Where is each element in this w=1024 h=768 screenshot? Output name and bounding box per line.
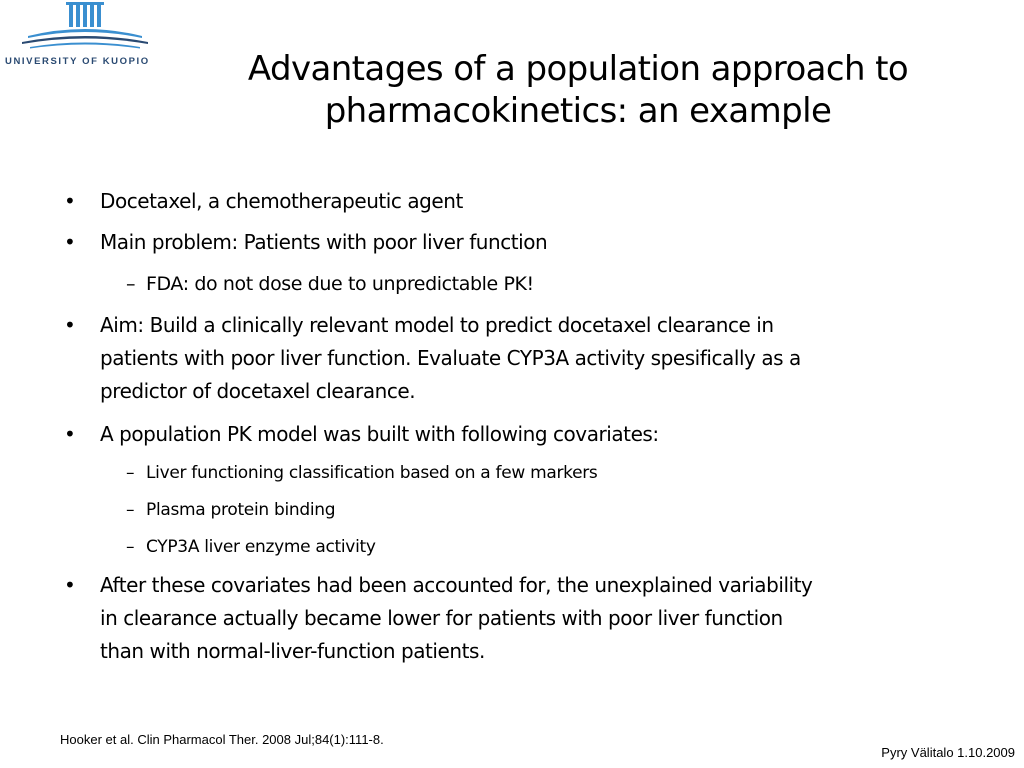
bullet-line: A population PK model was built with following covariates:	[100, 422, 659, 446]
sub-bullet-text	[146, 458, 598, 488]
bullet-line: Main problem: Patients with poor liver function	[100, 230, 548, 254]
sub-bullet-text	[146, 532, 376, 562]
title-line-2: pharmacokinetics: an example	[324, 91, 832, 131]
bullet-item	[0, 418, 1024, 451]
bullet-line: patients with poor liver function. Evaluate CYP3A activity spesifically as a	[100, 346, 801, 370]
bullet-marker: •	[64, 573, 76, 597]
author-date: Pyry Välitalo 1.10.2009	[881, 745, 1015, 760]
bullet-line: CYP3A liver enzyme activity	[146, 537, 376, 557]
sub-bullet-item	[0, 532, 1024, 562]
sub-bullet-item	[0, 495, 1024, 525]
bullet-item	[0, 226, 1024, 259]
bullet-text	[100, 418, 659, 451]
bullet-line: Docetaxel, a chemotherapeutic agent	[100, 189, 463, 213]
sub-bullet-text	[146, 495, 335, 525]
bullet-text	[100, 226, 547, 259]
bullet-line: After these covariates had been accounted for, the unexplained variability	[100, 573, 813, 597]
bullet-line: Aim: Build a clinically relevant model to predict docetaxel clearance in	[100, 313, 774, 337]
bullet-line: Plasma protein binding	[146, 500, 336, 520]
sub-bullet-item	[0, 269, 1024, 299]
bullet-line: than with normal-liver-function patients.	[100, 639, 485, 663]
bullet-marker: •	[64, 189, 76, 213]
title-line-1: Advantages of a population approach to	[247, 49, 909, 89]
bullet-line: Liver functioning classification based on a few markers	[146, 463, 598, 483]
sub-bullet-text	[146, 269, 534, 299]
bullet-marker: •	[64, 313, 76, 337]
bullet-line: FDA: do not dose due to unpredictable PK!	[146, 273, 534, 295]
footnote-citation: Hooker et al. Clin Pharmacol Ther. 2008 Jul;84(1):111-8.	[60, 732, 384, 747]
bullet-line: predictor of docetaxel clearance.	[100, 379, 416, 403]
bullet-text	[100, 309, 801, 408]
sub-bullet-marker: –	[126, 273, 136, 295]
sub-bullet-item	[0, 458, 1024, 488]
logo-text: UNIVERSITY OF KUOPIO	[5, 56, 150, 67]
bullet-marker: •	[64, 230, 76, 254]
sub-bullet-marker: –	[126, 463, 135, 483]
bullet-text	[100, 185, 463, 218]
sub-bullet-marker: –	[126, 537, 135, 557]
bullet-item	[0, 569, 1024, 668]
sub-bullet-marker: –	[126, 500, 135, 520]
bullet-item	[0, 185, 1024, 218]
bullet-text	[100, 569, 812, 668]
bullet-item	[0, 309, 1024, 408]
bullet-marker: •	[64, 422, 76, 446]
bullet-line: in clearance actually became lower for patients with poor liver function	[100, 606, 783, 630]
